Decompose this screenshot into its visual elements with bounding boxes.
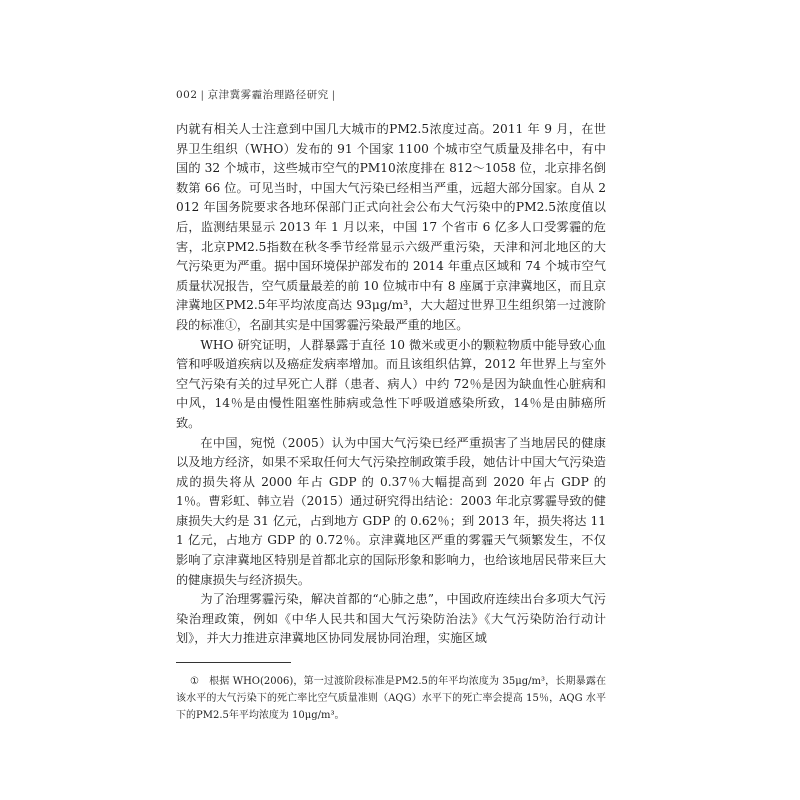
running-head-separator-right: | [331,89,336,101]
footnote-divider [176,662,291,663]
paragraph-government-policy: 为了治理雾霾污染，解决首都的“心肺之患”，中国政府连续出台多项大气污染治理政策，例如《中华人民共和国大气污染防治法》《大气污染防治行动计划》，并大力推进京津冀地区协同发展协同治理，实施区域 [176,592,606,646]
page-number: 002 [176,89,198,101]
paragraph-who-research: WHO 研究证明，人群暴露于直径 10 微米或更小的颗粒物质中能导致心血管和呼吸道疾病以及癌症发病率增加。而且该组织估算，2012 年世界上与室外空气污染有关的过早死亡人群（患者、病人）中约 72％是因为缺血性心脏病和中风，14％是由慢性阻塞性肺病或急性下呼吸道感染所致，14％是由肺癌所致。 [176,337,606,430]
book-title: 京津冀雾霾治理路径研究 [207,89,329,101]
paragraph-continued: 内就有相关人士注意到中国几大城市的PM2.5浓度过高。2011 年 9 月，在世界卫生组织（WHO）发布的 91 个国家 1100 个城市空气质量及排名中，有中国的 32 个城市，这些城市空气的PM10浓度排在 812～1058 位，北京排名倒数第 66 位。可见当时，中国大气污染已经相当严重，远超大部分国家。自从 2012 年国务院要求各地环保部门正式向社会公布大气污染中的PM2.5浓度值以后，监测结果显示 2013 年 1 月以来，中国 17 个省市 6 亿多人口受雾霾的危害，北京PM2.5指数在秋冬季节经常显示六级严重污染，天津和河北地区的大气污染更为严重。据中国环境保护部发布的 2014 年重点区域和 74 个城市空气质量状况报告，空气质量最差的前 10 位城市中有 8 座属于京津冀地区，而且京津冀地区PM2.5年平均浓度高达 93μg/m³，大大超过世界卫生组织第一过渡阶段的标准①，名副其实是中国雾霾污染最严重的地区。 [176,122,606,332]
footnote-marker: ① [190,676,199,687]
paragraph-china-losses: 在中国，宛悦（2005）认为中国大气污染已经严重损害了当地居民的健康以及地方经济，如果不采取任何大气污染控制政策手段，她估计中国大气污染造成的损失将从 2000 年占 GDP 的 0.37％大幅提高到 2020 年占 GDP 的 1％。曹彩虹、韩立岩（2015）通过研究得出结论：2003 年北京雾霾导致的健康损失大约是 31 亿元，占到地方 GDP 的 0.62％；到 2013 年，损失将达 111 亿元，占地方 GDP 的 0.72％。京津冀地区严重的雾霾天气频繁发生，不仅影响了京津冀地区特别是首都北京的国际形象和影响力，也给该地居民带来巨大的健康损失与经济损失。 [176,435,606,587]
footnote-text: 根据 WHO(2006)，第一过渡阶段标准是PM2.5的年平均浓度为 35μg/m³，长期暴露在该水平的大气污染下的死亡率比空气质量准则（AQG）水平下的死亡率会提高 15％，AQG 水平下的PM2.5年平均浓度为 10μg/m³。 [176,676,606,721]
body-text [176,120,606,649]
footnote [176,673,606,724]
running-head [176,87,339,102]
running-head-separator-left: | [200,89,205,101]
